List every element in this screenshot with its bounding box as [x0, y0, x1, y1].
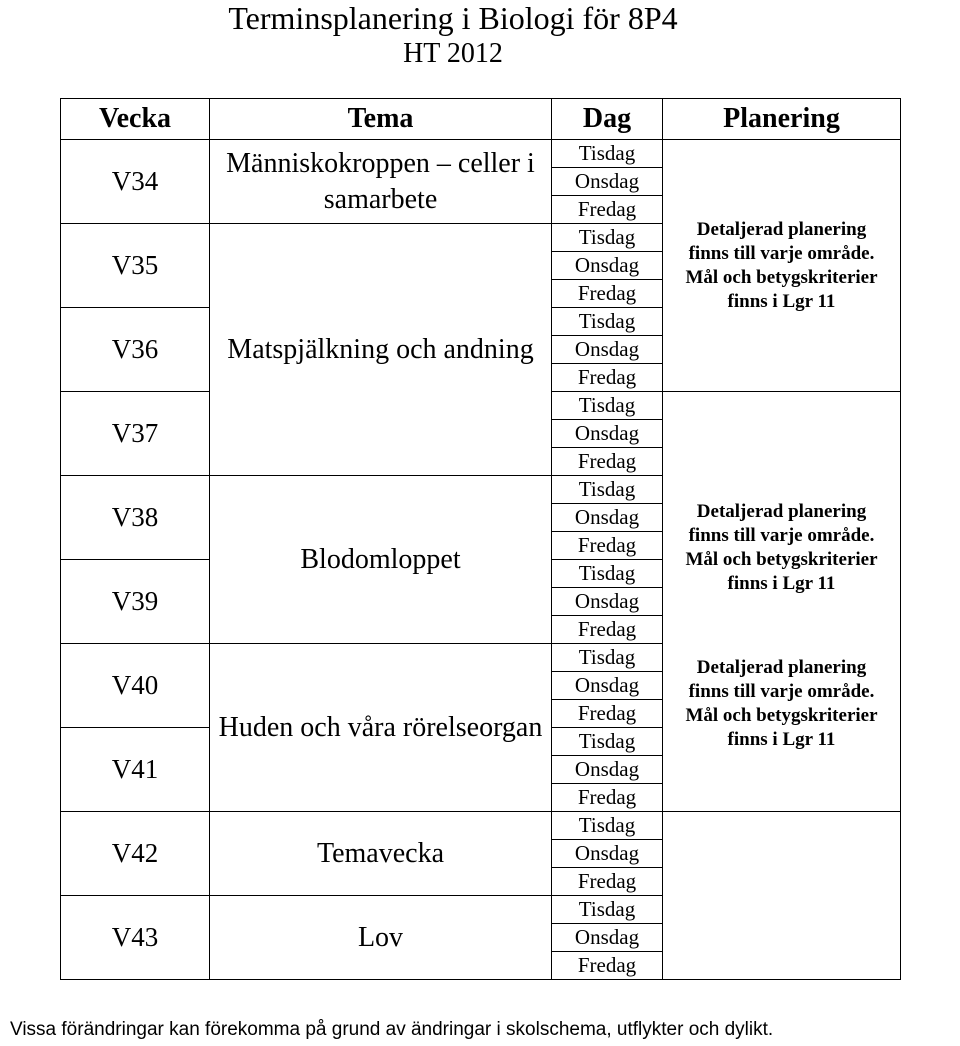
planning-line: finns till varje område.: [688, 242, 875, 264]
planning-line: finns i Lgr 11: [727, 729, 836, 750]
planning-line: Mål och betygskriterier: [685, 705, 878, 726]
day-cell: Onsdag: [552, 336, 663, 364]
theme-cell: Lov: [210, 896, 552, 980]
week-cell: V35: [61, 224, 210, 308]
day-cell: Tisdag: [552, 812, 663, 840]
table-header-row: [61, 99, 901, 140]
day-cell: Onsdag: [552, 420, 663, 448]
table-row: [61, 812, 901, 840]
week-cell: V41: [61, 728, 210, 812]
planning-line: Mål och betygskriterier: [685, 266, 878, 288]
day-cell: Fredag: [552, 280, 663, 308]
day-cell: Tisdag: [552, 896, 663, 924]
week-cell: V43: [61, 896, 210, 980]
table-row: [61, 140, 901, 168]
day-cell: Fredag: [552, 364, 663, 392]
day-cell: Tisdag: [552, 728, 663, 756]
day-cell: Onsdag: [552, 756, 663, 784]
planning-line: Mål och betygskriterier: [685, 549, 878, 570]
week-cell: V36: [61, 308, 210, 392]
column-header-planering: Planering: [663, 99, 901, 140]
theme-cell: Matspjälkning och andning: [210, 224, 552, 476]
planning-line: finns till varje område.: [688, 525, 875, 546]
planning-line: finns till varje område.: [688, 681, 875, 702]
week-cell: V39: [61, 560, 210, 644]
week-cell: V37: [61, 392, 210, 476]
footer-note: Vissa förändringar kan förekomma på grund av ändringar i skolschema, utflykter och dylikt.: [10, 1019, 774, 1040]
document-subtitle: HT 2012: [403, 38, 503, 69]
column-header-vecka: Vecka: [61, 99, 210, 140]
day-cell: Fredag: [552, 700, 663, 728]
planning-line: Detaljerad planering: [696, 657, 867, 678]
planning-line: Detaljerad planering: [696, 501, 867, 522]
day-cell: Tisdag: [552, 308, 663, 336]
theme-cell: Blodomloppet: [210, 476, 552, 644]
day-cell: Onsdag: [552, 588, 663, 616]
day-cell: Fredag: [552, 952, 663, 980]
day-cell: Onsdag: [552, 252, 663, 280]
week-cell: V38: [61, 476, 210, 560]
day-cell: Onsdag: [552, 504, 663, 532]
day-cell: Onsdag: [552, 168, 663, 196]
day-cell: Fredag: [552, 532, 663, 560]
day-cell: Fredag: [552, 196, 663, 224]
theme-cell: Huden och våra rörelseorgan: [210, 644, 552, 812]
day-cell: Tisdag: [552, 560, 663, 588]
planning-line: finns i Lgr 11: [727, 290, 836, 312]
day-cell: Onsdag: [552, 840, 663, 868]
column-header-tema: Tema: [210, 99, 552, 140]
document-title: Terminsplanering i Biologi för 8P4: [228, 0, 678, 36]
planning-cell-2: [663, 392, 901, 812]
planning-cell-empty: [663, 812, 901, 980]
day-cell: Tisdag: [552, 392, 663, 420]
planning-line: finns i Lgr 11: [727, 573, 836, 594]
day-cell: Onsdag: [552, 924, 663, 952]
day-cell: Fredag: [552, 784, 663, 812]
week-cell: V40: [61, 644, 210, 728]
week-cell: V42: [61, 812, 210, 896]
day-cell: Fredag: [552, 616, 663, 644]
planning-table: [60, 98, 901, 980]
day-cell: Onsdag: [552, 672, 663, 700]
planning-line: Detaljerad planering: [696, 218, 867, 240]
day-cell: Tisdag: [552, 644, 663, 672]
week-cell: V34: [61, 140, 210, 224]
day-cell: Fredag: [552, 868, 663, 896]
day-cell: Tisdag: [552, 476, 663, 504]
theme-cell: Människokroppen – celler i samarbete: [210, 140, 552, 224]
day-cell: Tisdag: [552, 224, 663, 252]
planning-cell-1: [663, 140, 901, 392]
theme-cell: Temavecka: [210, 812, 552, 896]
day-cell: Tisdag: [552, 140, 663, 168]
day-cell: Fredag: [552, 448, 663, 476]
column-header-dag: Dag: [552, 99, 663, 140]
